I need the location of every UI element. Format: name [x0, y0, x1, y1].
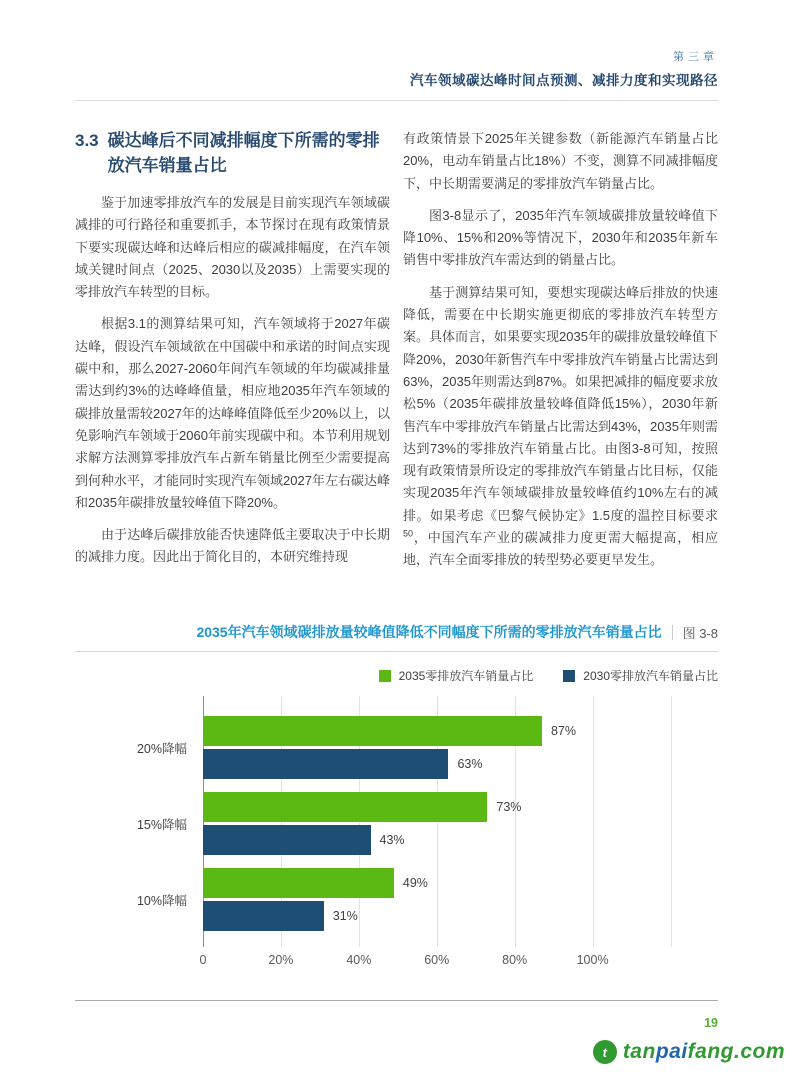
legend-label: 2030零排放汽车销量占比 — [583, 669, 718, 683]
legend-swatch — [563, 670, 575, 682]
footnote-reference: 50 — [403, 528, 414, 539]
category-label: 20%降幅 — [136, 741, 187, 756]
x-tick-label: 100% — [576, 953, 609, 967]
bar-2035 — [203, 792, 487, 822]
legend-item — [379, 667, 534, 684]
figure — [75, 622, 718, 973]
paragraph — [403, 282, 718, 572]
category-label: 15%降幅 — [136, 817, 187, 832]
tanpaifang-logo-icon: t — [593, 1040, 617, 1064]
chart-legend — [75, 667, 718, 684]
bar-value: 63% — [457, 757, 483, 771]
chart-x-axis — [199, 953, 690, 973]
bar-2030 — [203, 825, 371, 855]
paragraph: 有政策情景下2025年关键参数（新能源汽车销量占比20%，电动车销量占比18%）不变，测算不同减排幅度下，中长期需要满足的零排放汽车销量占比。 — [403, 131, 718, 191]
bar-2030 — [203, 901, 324, 931]
paragraph-text: 基于测算结果可知，要想实现碳达峰后排放的快速降低，需要在中长期实施更彻底的零排放汽车转型方案。具体而言，如果要实现2035年的碳排放量较峰值下降20%，2030年新售汽车中零排放汽车销量占比需达到63%，2035年则需达到87%。如果把减排的幅度要求放松5%（2035年碳排放量较峰值降低15%），2030年新售汽车中零排放汽车销量占比需达到43%，2035年则需达到73%的零排放汽车销量占比。由图3-8可知，按照现有政策情景所设定的零排放汽车销量占比目标，仅能实现2035年汽车领域碳排放量较峰值约10%左右的减排。如果考虑《巴黎气候协定》1.5度的温控目标要求 — [403, 284, 718, 523]
bar-group — [136, 792, 690, 855]
figure-header — [75, 622, 718, 652]
section-number: 3.3 — [75, 131, 99, 150]
section-heading — [75, 128, 390, 178]
legend-item — [563, 667, 718, 684]
logo-text-part: tan — [622, 1040, 656, 1063]
x-tick-label: 20% — [268, 953, 294, 967]
bar-value: 49% — [402, 876, 428, 890]
tanpaifang-logo — [593, 1040, 785, 1064]
x-tick-label: 60% — [424, 953, 450, 967]
figure-title: 2035年汽车领域碳排放量较峰值降低不同幅度下所需的零排放汽车销量占比 — [196, 624, 662, 640]
bar-2035 — [203, 868, 394, 898]
figure-title-divider — [672, 625, 673, 640]
x-tick-label: 0 — [199, 953, 207, 967]
footer-divider — [75, 1000, 718, 1001]
bar-value: 31% — [332, 909, 358, 923]
bar-row — [203, 901, 690, 931]
left-column — [75, 128, 390, 582]
figure-label: 图 3-8 — [682, 625, 718, 641]
bar-row — [203, 792, 690, 822]
chart — [75, 696, 718, 973]
bar-value: 87% — [550, 724, 576, 738]
chart-plot — [136, 696, 690, 947]
paragraph: 图3-8显示了，2035年汽车领域碳排放量较峰值下降10%、15%和20%等情况下，2030年和2035年新车销售中零排放汽车需达到的销量占比。 — [403, 207, 718, 268]
header-title: 汽车领域碳达峰时间点预测、减排力度和实现路径 — [410, 73, 718, 88]
legend-swatch — [379, 670, 391, 682]
paragraph: 根据3.1的测算结果可知，汽车领域将于2027年碳达峰，假设汽车领域欲在中国碳中和承诺的时间点实现碳中和，那么2027-2060年间汽车领域的年均碳减排量需达到约3%的达峰峰值量，相应地2035年汽车领域的碳排放量需较2027年的达峰峰值降低至少20%以上，以免影响汽车领域于2060年前实现碳中和。本节利用规划求解方法测算零排放汽车占新车销量比例至少需要提高到何种水平，才能同时实现汽车领域2027年左右碳达峰和2035年碳排放量较峰值下降20%。 — [75, 316, 390, 510]
logo-text-part: fang.com — [687, 1040, 785, 1063]
right-column — [403, 128, 718, 582]
bar-row — [203, 716, 690, 746]
chart-groups — [136, 716, 690, 931]
legend-label: 2035零排放汽车销量占比 — [398, 669, 534, 683]
section-title: 碳达峰后不同减排幅度下所需的零排放汽车销量占比 — [107, 131, 380, 175]
logo-text — [623, 1040, 785, 1064]
bar-row — [203, 825, 690, 855]
page-header — [75, 48, 718, 101]
bar-row — [203, 749, 690, 779]
bar-row — [203, 868, 690, 898]
category-label: 10%降幅 — [136, 893, 187, 908]
content-columns — [75, 128, 718, 582]
x-tick-label: 40% — [346, 953, 372, 967]
bar-group — [136, 868, 690, 931]
page-number: 19 — [704, 1016, 718, 1030]
x-tick-label: 80% — [502, 953, 528, 967]
paragraph-text: ，中国汽车产业的碳减排力度更需大幅提高，相应地，汽车全面零排放的转型势必要更早发生。 — [403, 530, 718, 568]
bar-value: 73% — [496, 800, 522, 814]
bar-value: 43% — [379, 833, 405, 847]
paragraph: 由于达峰后碳排放能否快速降低主要取决于中长期的减排力度。因此出于简化目的，本研究维持现 — [75, 527, 390, 565]
bar-2035 — [203, 716, 542, 746]
paragraph: 鉴于加速零排放汽车的发展是目前实现汽车领域碳减排的可行路径和重要抓手，本节探讨在现有政策情景下要实现碳达峰和达峰后相应的碳减排幅度，在汽车领域关键时间点（2025、2030以及2035）上需要实现的零排放汽车转型的目标。 — [75, 195, 390, 300]
bar-group — [136, 716, 690, 779]
logo-text-part: pai — [655, 1040, 688, 1063]
bar-2030 — [203, 749, 448, 779]
chapter-label: 第三章 — [673, 51, 718, 63]
